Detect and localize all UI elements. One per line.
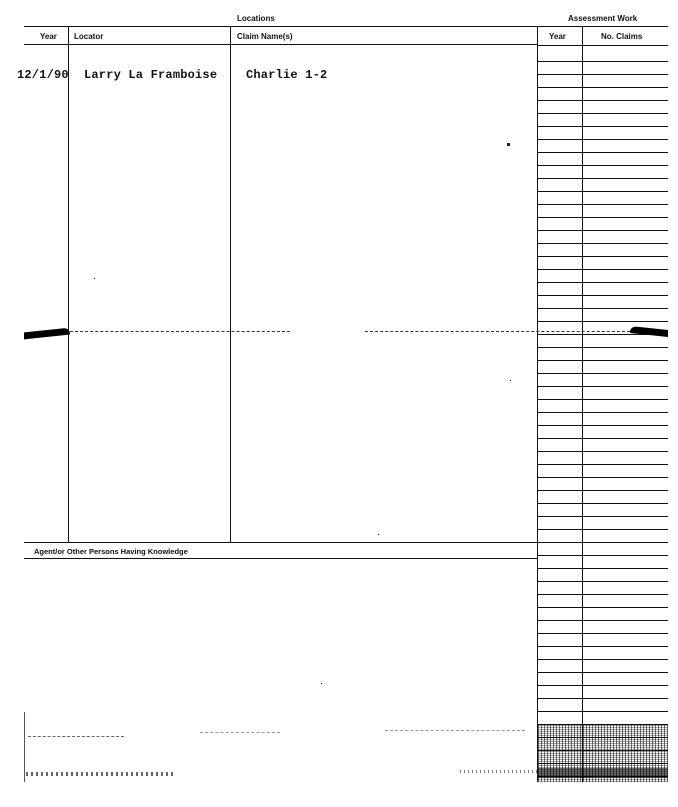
locations-group-label: Locations [237,14,275,23]
year-locator-divider [68,27,69,542]
agent-section-label: Agent/or Other Persons Having Knowledge [34,547,188,556]
scan-dash-line [385,730,525,731]
locator-claims-divider [230,27,231,542]
fold-crease-line-right [365,331,630,332]
scan-speck [510,380,511,381]
agent-section-label-rule [24,558,537,559]
entry-date: 12/1/90 [17,68,69,82]
assessment-ruled-rows [537,0,668,807]
claim-names-column-header: Claim Name(s) [237,32,293,41]
left-margin-scan-line [24,712,25,782]
scan-speck [321,683,322,684]
entry-claim-name: Charlie 1-2 [246,68,328,82]
scan-noise-dark-band [538,768,668,778]
locator-column-header: Locator [74,32,104,41]
binder-clip-mark-left [24,328,70,340]
no-claims-column-header: No. Claims [601,32,643,41]
scan-speck [378,534,379,535]
scan-dash-line [200,732,280,733]
scan-noise-bottom-left [26,772,176,776]
assessment-year-column-header: Year [549,32,566,41]
assessment-work-group-label: Assessment Work [568,14,638,23]
fold-crease-line-left [70,331,290,332]
header-bottom-rule-left [24,44,537,45]
scan-noise-bottom-mid [460,770,537,773]
scan-speck [507,143,510,146]
entry-locator: Larry La Framboise [84,68,218,82]
year-column-header: Year [40,32,57,41]
agent-section-top-rule [24,542,537,543]
scan-speck [94,278,95,279]
scan-dash-line [28,736,124,737]
